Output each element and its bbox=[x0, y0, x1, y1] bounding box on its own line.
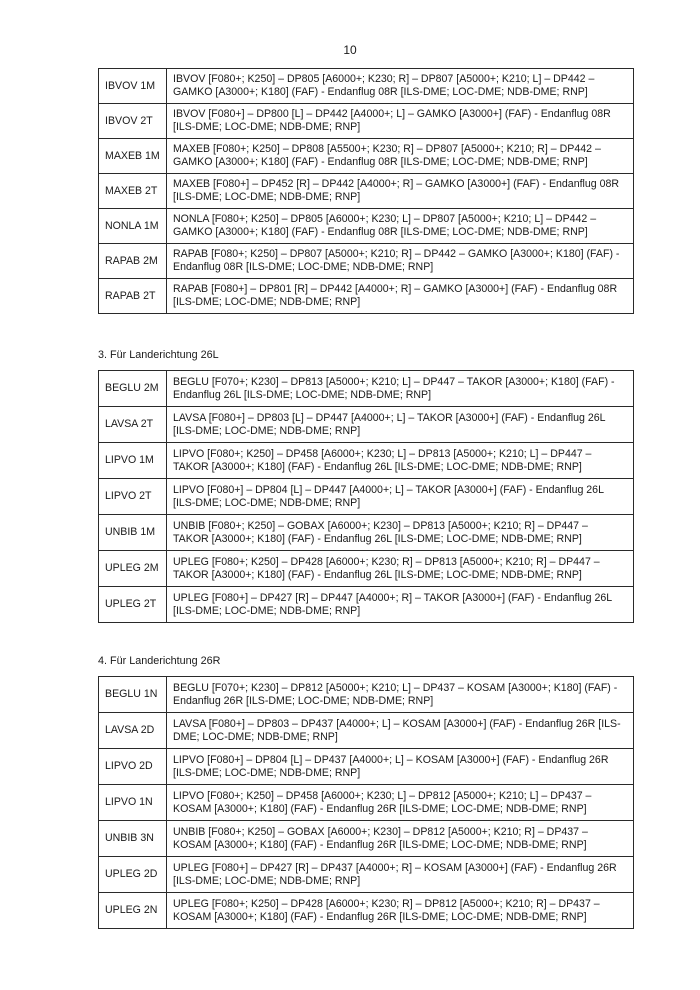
route-description: IBVOV [F080+; K250] – DP805 [A6000+; K230; R] – DP807 [A5000+; K210; L] – DP442 – GAMKO [A3000+; K180] (FAF) - Endanflug 08R [ILS-DME; LOC-DME; NDB-DME; RNP] bbox=[167, 69, 634, 104]
table-row bbox=[99, 371, 634, 407]
table-row bbox=[99, 443, 634, 479]
route-description: BEGLU [F070+; K230] – DP813 [A5000+; K210; L] – DP447 – TAKOR [A3000+; K180] (FAF) - Endanflug 26L [ILS-DME; LOC-DME; NDB-DME; RNP] bbox=[167, 371, 634, 407]
route-description: LIPVO [F080+] – DP804 [L] – DP437 [A4000+; L] – KOSAM [A3000+] (FAF) - Endanflug 26R [ILS-DME; LOC-DME; NDB-DME; RNP] bbox=[167, 749, 634, 785]
table-row bbox=[99, 407, 634, 443]
route-description: BEGLU [F070+; K230] – DP812 [A5000+; K210; L] – DP437 – KOSAM [A3000+; K180] (FAF) - Endanflug 26R [ILS-DME; LOC-DME; NDB-DME; RNP] bbox=[167, 677, 634, 713]
route-description: MAXEB [F080+] – DP452 [R] – DP442 [A4000+; R] – GAMKO [A3000+] (FAF) - Endanflug 08R [ILS-DME; LOC-DME; NDB-DME; RNP] bbox=[167, 174, 634, 209]
table-row bbox=[99, 857, 634, 893]
table-row bbox=[99, 587, 634, 623]
route-description: UPLEG [F080+; K250] – DP428 [A6000+; K230; R] – DP813 [A5000+; K210; R] – DP447 – TAKOR [A3000+; K180] (FAF) - Endanflug 26L [ILS-DME; LOC-DME; NDB-DME; RNP] bbox=[167, 551, 634, 587]
route-designator: LAVSA 2D bbox=[99, 713, 167, 749]
table-row bbox=[99, 821, 634, 857]
route-description: LIPVO [F080+; K250] – DP458 [A6000+; K230; L] – DP812 [A5000+; K210; L] – DP437 – KOSAM [A3000+; K180] (FAF) - Endanflug 26R [ILS-DME; LOC-DME; NDB-DME; RNP] bbox=[167, 785, 634, 821]
route-description: MAXEB [F080+; K250] – DP808 [A5500+; K230; R] – DP807 [A5000+; K210; R] – DP442 – GAMKO [A3000+; K180] (FAF) - Endanflug 08R [ILS-DME; LOC-DME; NDB-DME; RNP] bbox=[167, 139, 634, 174]
route-designator: LAVSA 2T bbox=[99, 407, 167, 443]
table-row bbox=[99, 174, 634, 209]
route-designator: UPLEG 2N bbox=[99, 893, 167, 929]
route-designator: UPLEG 2T bbox=[99, 587, 167, 623]
table-row bbox=[99, 104, 634, 139]
route-designator: LIPVO 2T bbox=[99, 479, 167, 515]
route-designator: UNBIB 1M bbox=[99, 515, 167, 551]
route-designator: LIPVO 1M bbox=[99, 443, 167, 479]
route-table-26r bbox=[98, 676, 634, 929]
route-description: IBVOV [F080+] – DP800 [L] – DP442 [A4000+; L] – GAMKO [A3000+] (FAF) - Endanflug 08R [ILS-DME; LOC-DME; NDB-DME; RNP] bbox=[167, 104, 634, 139]
route-description: UNBIB [F080+; K250] – GOBAX [A6000+; K230] – DP812 [A5000+; K210; R] – DP437 – KOSAM [A3000+; K180] (FAF) - Endanflug 26R [ILS-DME; LOC-DME; NDB-DME; RNP] bbox=[167, 821, 634, 857]
route-designator: UNBIB 3N bbox=[99, 821, 167, 857]
route-description: RAPAB [F080+; K250] – DP807 [A5000+; K210; R] – DP442 – GAMKO [A3000+; K180] (FAF) - Endanflug 08R [ILS-DME; LOC-DME; NDB-DME; RNP] bbox=[167, 244, 634, 279]
route-description: LIPVO [F080+; K250] – DP458 [A6000+; K230; L] – DP813 [A5000+; K210; L] – DP447 – TAKOR [A3000+; K180] (FAF) - Endanflug 26L [ILS-DME; LOC-DME; NDB-DME; RNP] bbox=[167, 443, 634, 479]
table-row bbox=[99, 893, 634, 929]
route-designator: BEGLU 1N bbox=[99, 677, 167, 713]
route-designator: IBVOV 1M bbox=[99, 69, 167, 104]
route-designator: BEGLU 2M bbox=[99, 371, 167, 407]
section-heading-26r: 4. Für Landerichtung 26R bbox=[98, 655, 221, 667]
route-designator: RAPAB 2M bbox=[99, 244, 167, 279]
table-row bbox=[99, 677, 634, 713]
table-row bbox=[99, 749, 634, 785]
page-number: 10 bbox=[343, 43, 357, 57]
table-row bbox=[99, 244, 634, 279]
route-description: UPLEG [F080+; K250] – DP428 [A6000+; K230; R] – DP812 [A5000+; K210; R] – DP437 – KOSAM [A3000+; K180] (FAF) - Endanflug 26R [ILS-DME; LOC-DME; NDB-DME; RNP] bbox=[167, 893, 634, 929]
route-description: LIPVO [F080+] – DP804 [L] – DP447 [A4000+; L] – TAKOR [A3000+] (FAF) - Endanflug 26L [ILS-DME; LOC-DME; NDB-DME; RNP] bbox=[167, 479, 634, 515]
section-heading-26l: 3. Für Landerichtung 26L bbox=[98, 349, 219, 361]
route-designator: MAXEB 1M bbox=[99, 139, 167, 174]
route-designator: UPLEG 2D bbox=[99, 857, 167, 893]
route-description: UPLEG [F080+] – DP427 [R] – DP437 [A4000+; R] – KOSAM [A3000+] (FAF) - Endanflug 26R [ILS-DME; LOC-DME; NDB-DME; RNP] bbox=[167, 857, 634, 893]
route-designator: LIPVO 2D bbox=[99, 749, 167, 785]
table-row bbox=[99, 139, 634, 174]
route-designator: MAXEB 2T bbox=[99, 174, 167, 209]
route-description: UPLEG [F080+] – DP427 [R] – DP447 [A4000+; R] – TAKOR [A3000+] (FAF) - Endanflug 26L [ILS-DME; LOC-DME; NDB-DME; RNP] bbox=[167, 587, 634, 623]
table-row bbox=[99, 279, 634, 314]
table-row bbox=[99, 713, 634, 749]
route-designator: UPLEG 2M bbox=[99, 551, 167, 587]
route-table-26l bbox=[98, 370, 634, 623]
route-designator: LIPVO 1N bbox=[99, 785, 167, 821]
table-row bbox=[99, 69, 634, 104]
table-row bbox=[99, 209, 634, 244]
route-description: UNBIB [F080+; K250] – GOBAX [A6000+; K230] – DP813 [A5000+; K210; R] – DP447 – TAKOR [A3000+; K180] (FAF) - Endanflug 26L [ILS-DME; LOC-DME; NDB-DME; RNP] bbox=[167, 515, 634, 551]
table-row bbox=[99, 785, 634, 821]
route-designator: IBVOV 2T bbox=[99, 104, 167, 139]
table-row bbox=[99, 479, 634, 515]
route-description: LAVSA [F080+] – DP803 – DP437 [A4000+; L] – KOSAM [A3000+] (FAF) - Endanflug 26R [ILS-DME; LOC-DME; NDB-DME; RNP] bbox=[167, 713, 634, 749]
table-row bbox=[99, 515, 634, 551]
route-table-08r bbox=[98, 68, 634, 314]
route-designator: RAPAB 2T bbox=[99, 279, 167, 314]
route-description: LAVSA [F080+] – DP803 [L] – DP447 [A4000+; L] – TAKOR [A3000+] (FAF) - Endanflug 26L [ILS-DME; LOC-DME; NDB-DME; RNP] bbox=[167, 407, 634, 443]
route-description: NONLA [F080+; K250] – DP805 [A6000+; K230; L] – DP807 [A5000+; K210; L] – DP442 – GAMKO [A3000+; K180] (FAF) - Endanflug 08R [ILS-DME; LOC-DME; NDB-DME; RNP] bbox=[167, 209, 634, 244]
table-row bbox=[99, 551, 634, 587]
route-designator: NONLA 1M bbox=[99, 209, 167, 244]
route-description: RAPAB [F080+] – DP801 [R] – DP442 [A4000+; R] – GAMKO [A3000+] (FAF) - Endanflug 08R [ILS-DME; LOC-DME; NDB-DME; RNP] bbox=[167, 279, 634, 314]
